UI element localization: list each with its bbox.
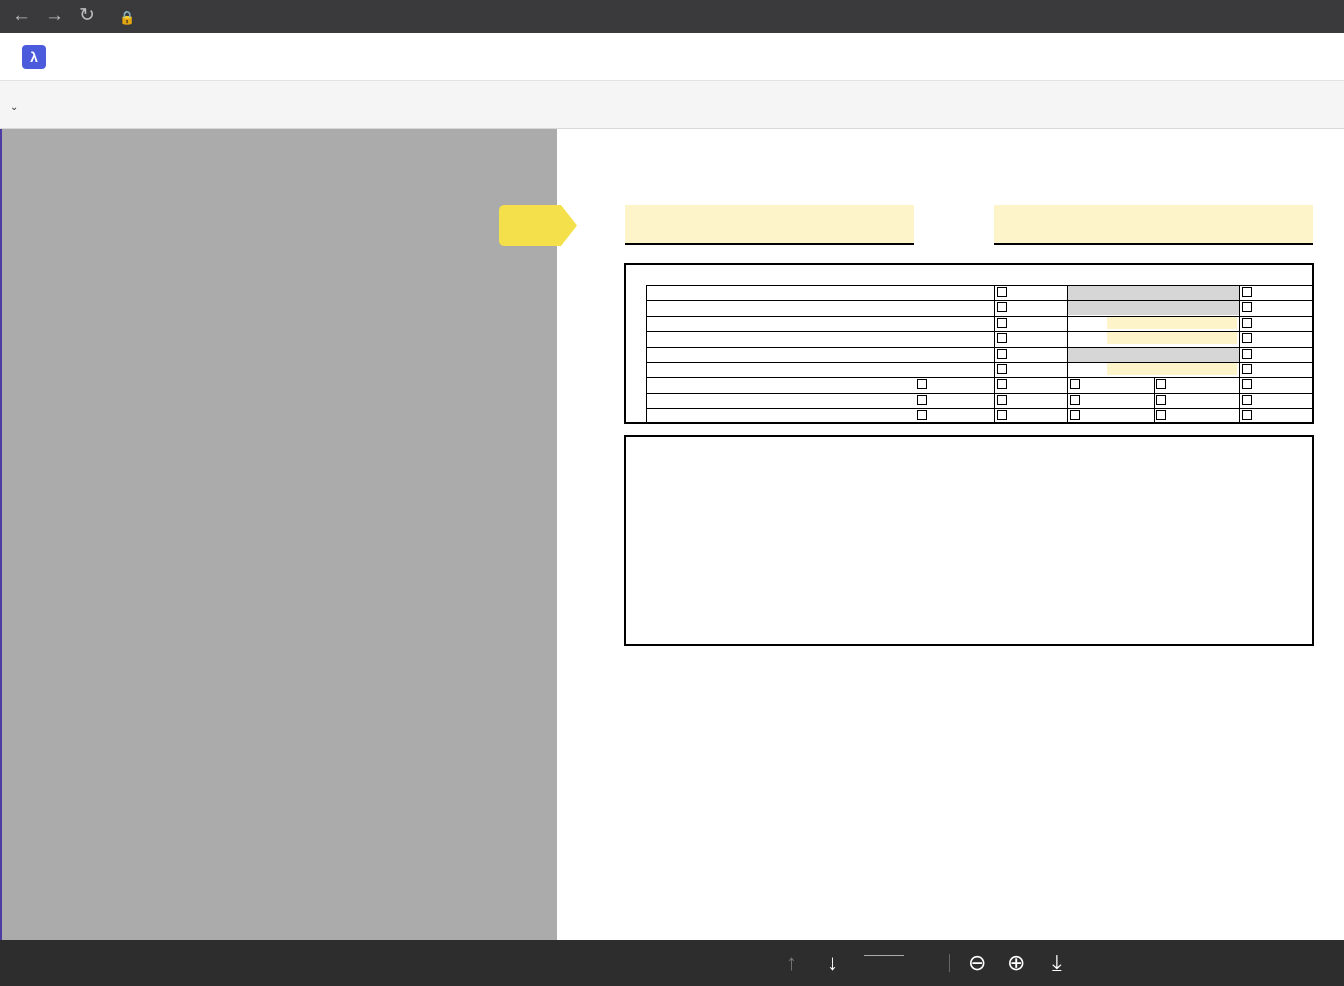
start-button[interactable] (499, 205, 577, 246)
checkbox-icon (1070, 379, 1080, 389)
checkbox-icon (1156, 410, 1166, 420)
checkbox-icon (997, 410, 1007, 420)
checkbox-icon (1242, 379, 1252, 389)
checkbox-icon (997, 333, 1007, 343)
checkbox-icon (997, 349, 1007, 359)
checkbox-icon (997, 318, 1007, 328)
option-4[interactable] (1242, 393, 1256, 407)
options-menu-button[interactable] (10, 98, 18, 113)
row-line (646, 408, 1312, 409)
checkbox-icon (1242, 287, 1252, 297)
viewer-margin (0, 129, 557, 940)
nein-option[interactable] (1242, 362, 1256, 376)
nein-option[interactable] (1242, 316, 1256, 330)
row-line (646, 393, 1312, 394)
disabled-cell (1068, 301, 1239, 315)
option-0[interactable] (917, 393, 931, 407)
chevron-down-icon: ⌄ (10, 102, 19, 113)
checkbox-icon (997, 302, 1007, 312)
ja-option[interactable] (997, 285, 1011, 299)
checkbox-icon (1242, 410, 1252, 420)
text-field[interactable] (1107, 317, 1237, 329)
checkbox-icon (1156, 395, 1166, 405)
section-general (624, 435, 1314, 646)
col-line (646, 285, 647, 422)
text-field[interactable] (1107, 363, 1237, 375)
zoom-out-icon[interactable]: ⊖ (968, 950, 987, 975)
checkbox-icon (1242, 333, 1252, 343)
nein-option[interactable] (1242, 347, 1256, 361)
reload-icon[interactable]: ↻ (79, 5, 95, 26)
document-toolbar (0, 81, 1344, 129)
option-3[interactable] (1156, 377, 1170, 391)
back-icon[interactable]: ← (12, 5, 31, 26)
name-field[interactable] (625, 205, 914, 243)
nein-option[interactable] (1242, 285, 1256, 299)
browser-toolbar (0, 0, 1344, 33)
previous-page-icon[interactable]: ↑ (786, 950, 797, 975)
checkbox-icon (1242, 395, 1252, 405)
checkbox-icon (1242, 364, 1252, 374)
option-4[interactable] (1242, 377, 1256, 391)
option-1[interactable] (997, 408, 1011, 422)
app-header (0, 33, 1344, 81)
download-icon[interactable]: ⤓ (1052, 950, 1062, 975)
checkbox-icon (997, 287, 1007, 297)
ja-option[interactable] (997, 300, 1011, 314)
row-line (646, 377, 1312, 378)
text-field[interactable] (1107, 332, 1237, 344)
option-1[interactable] (997, 393, 1011, 407)
col-line (994, 285, 995, 422)
nein-option[interactable] (1242, 300, 1256, 314)
option-3[interactable] (1156, 408, 1170, 422)
page-navigation-bar (0, 940, 1344, 986)
checkbox-icon (917, 379, 927, 389)
checkbox-icon (917, 395, 927, 405)
option-0[interactable] (917, 408, 931, 422)
option-2[interactable] (1070, 408, 1084, 422)
lock-icon: 🔒 (119, 10, 136, 25)
ja-option[interactable] (997, 316, 1011, 330)
option-0[interactable] (917, 377, 931, 391)
col-line (1154, 377, 1155, 422)
zoom-in-icon[interactable]: ⊕ (1007, 950, 1026, 975)
ja-option[interactable] (997, 347, 1011, 361)
checkbox-icon (1242, 349, 1252, 359)
option-1[interactable] (997, 377, 1011, 391)
next-page-icon[interactable]: ↓ (827, 950, 838, 975)
checkbox-icon (1070, 410, 1080, 420)
checkbox-icon (997, 379, 1007, 389)
option-2[interactable] (1070, 377, 1084, 391)
adobe-sign-logo-icon: λ (22, 45, 46, 69)
nein-option[interactable] (1242, 331, 1256, 345)
option-4[interactable] (1242, 408, 1256, 422)
checkbox-icon (1070, 395, 1080, 405)
checkbox-icon (997, 395, 1007, 405)
option-2[interactable] (1070, 393, 1084, 407)
disabled-cell (1068, 348, 1239, 362)
checkbox-icon (1242, 302, 1252, 312)
beruf-field[interactable] (994, 205, 1313, 243)
checkbox-icon (997, 364, 1007, 374)
document-page (557, 129, 1344, 940)
col-line (1239, 285, 1240, 422)
checkbox-icon (1242, 318, 1252, 328)
checkbox-icon (917, 410, 927, 420)
page-number-input[interactable] (864, 955, 904, 956)
option-3[interactable] (1156, 393, 1170, 407)
ja-option[interactable] (997, 362, 1011, 376)
checkbox-icon (1156, 379, 1166, 389)
ja-option[interactable] (997, 331, 1011, 345)
forward-icon[interactable]: → (45, 5, 64, 26)
disabled-cell (1068, 286, 1239, 300)
